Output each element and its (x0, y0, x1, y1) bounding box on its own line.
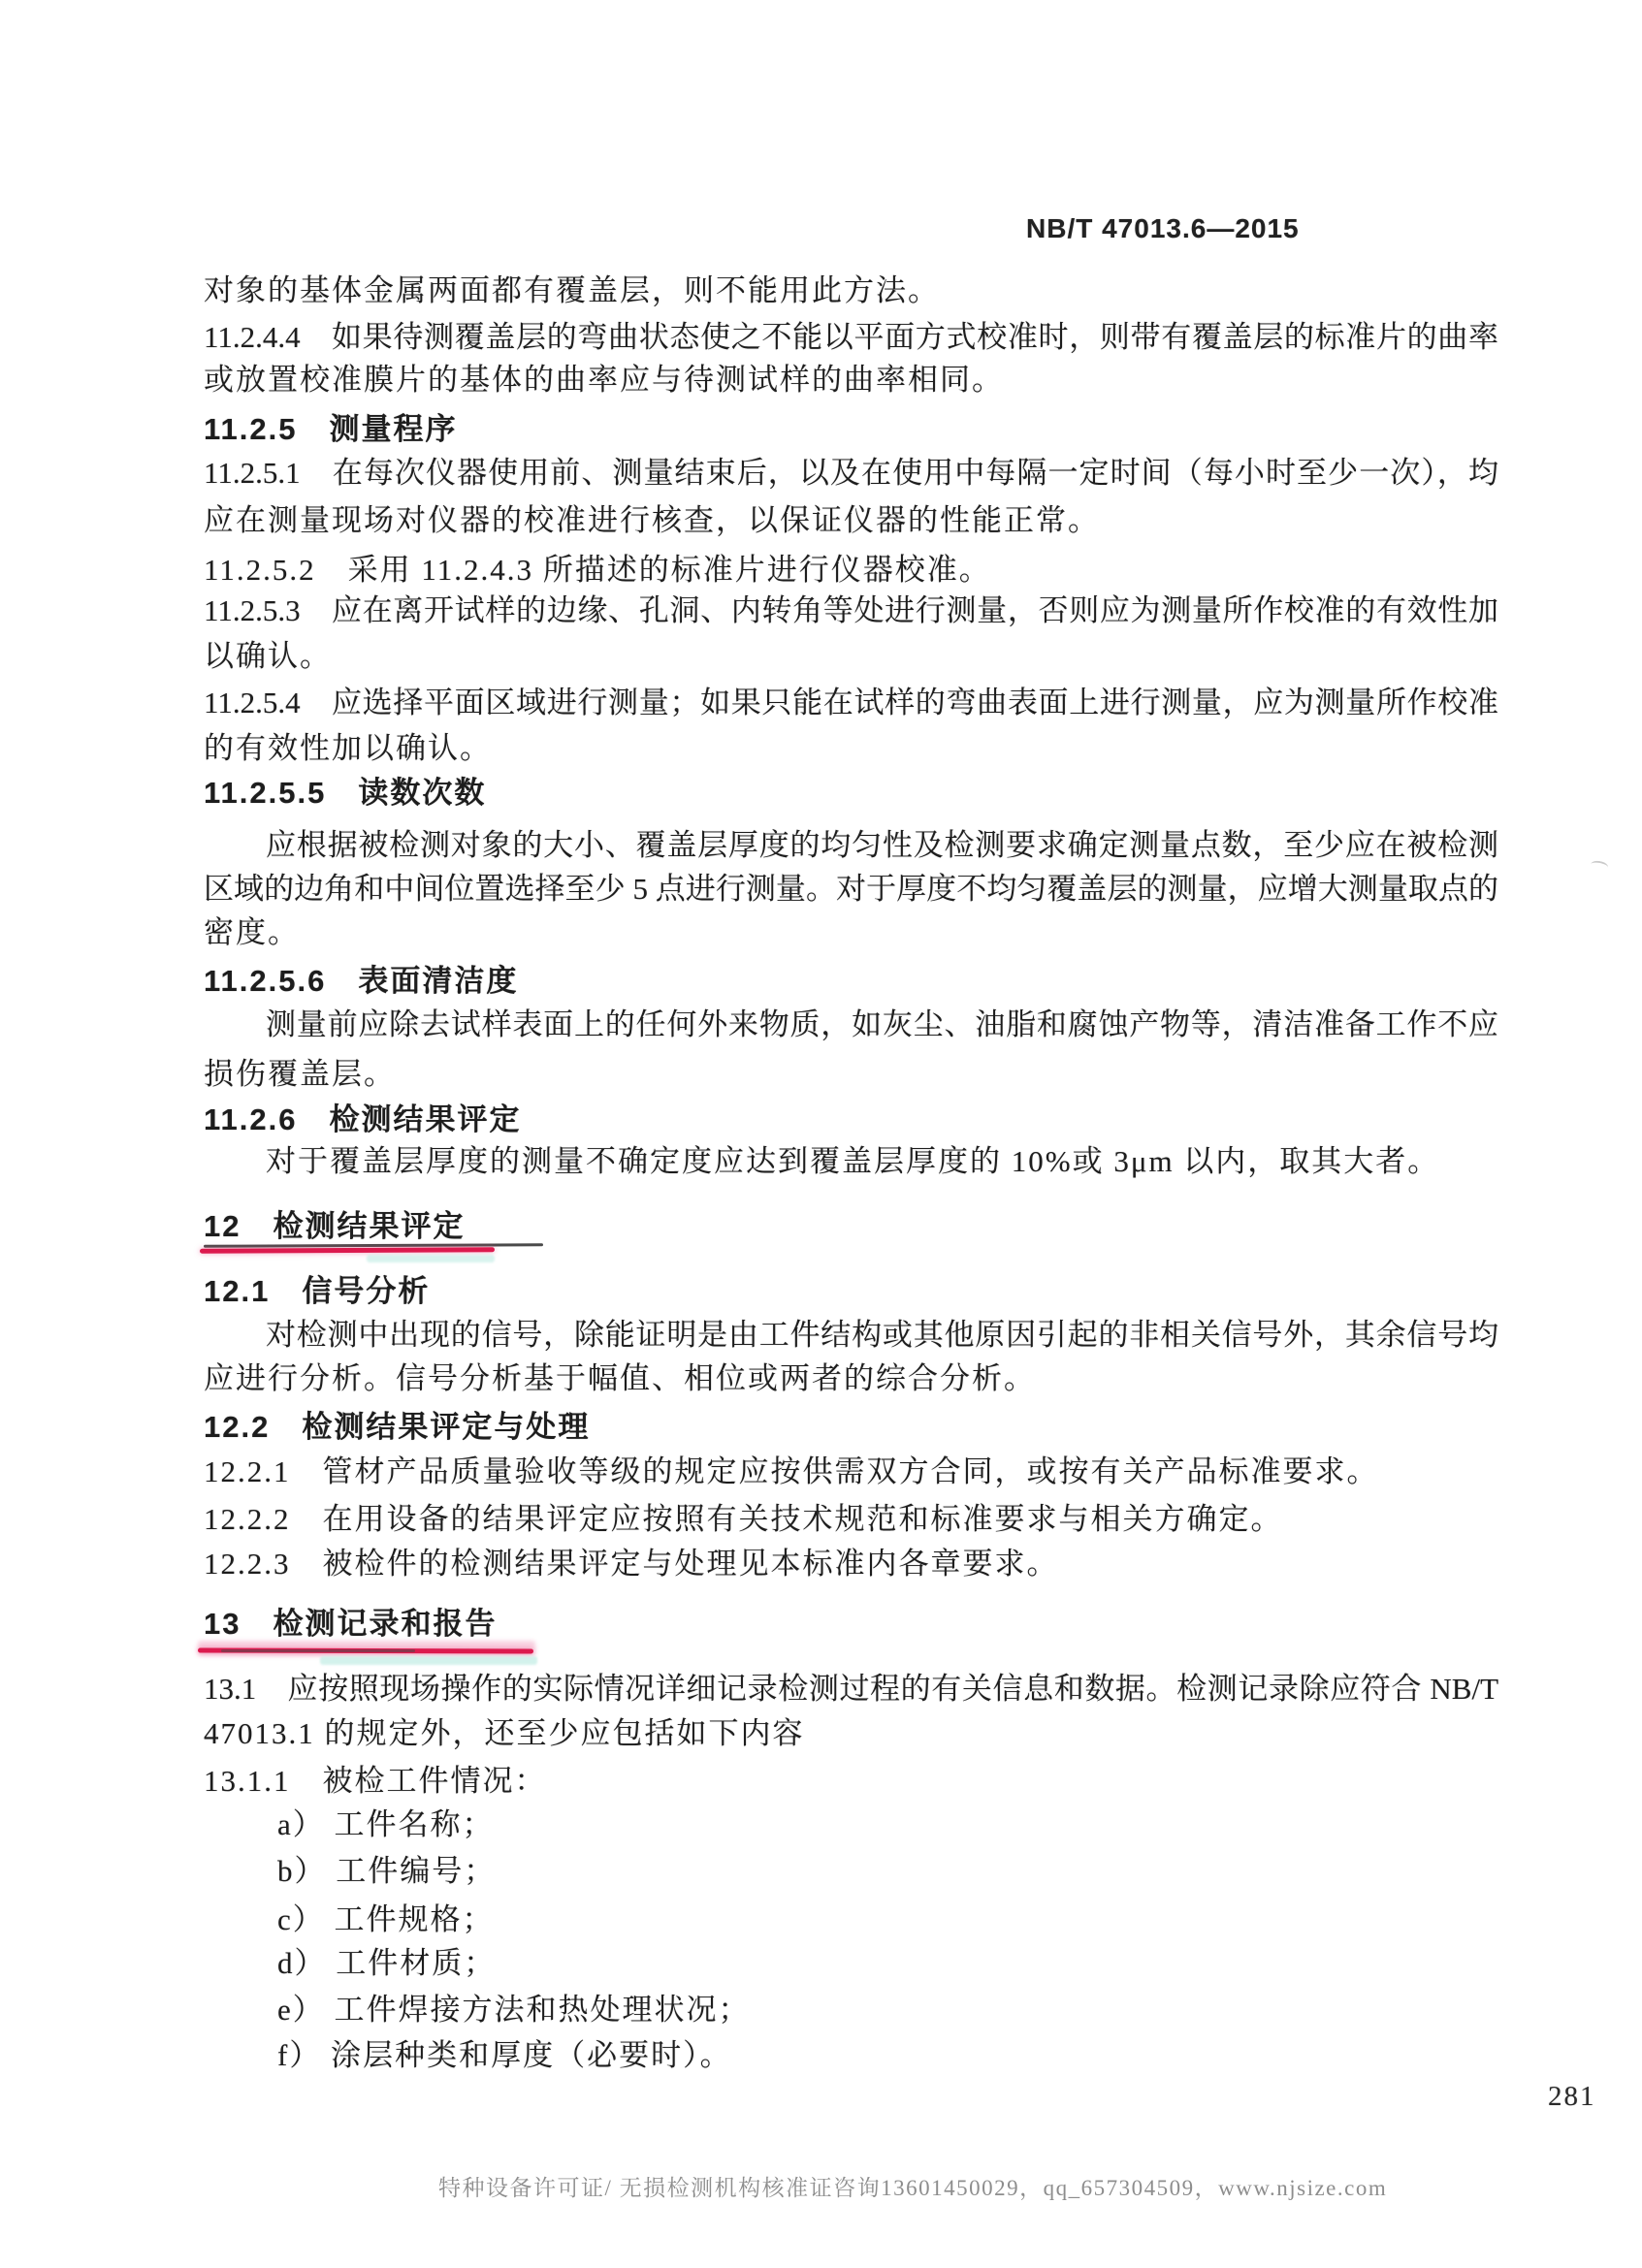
footer-watermark: 特种设备许可证/ 无损检测机构核准证咨询13601450029，qq_657304509，www.njsize.com (438, 2176, 1388, 2200)
text-line: a） 工件名称； (277, 1807, 495, 1841)
text-line: 应进行分析。信号分析基于幅值、相位或两者的综合分析。 (204, 1361, 1036, 1395)
text-line: 11.2.5.2 采用 11.2.4.3 所描述的标准片进行仪器校准。 (204, 553, 991, 587)
text-line: 区域的边角和中间位置选择至少 5 点进行测量。对于厚度不均匀覆盖层的测量，应增大测量取点的 (204, 872, 1498, 906)
text-line: 损伤覆盖层。 (204, 1057, 396, 1091)
text-line: 13.1 应按照现场操作的实际情况详细记录检测过程的有关信息和数据。检测记录除应符合 NB/T (204, 1672, 1498, 1706)
text-line: 11.2.5.5 读数次数 (204, 776, 487, 810)
text-line: 以确认。 (204, 639, 332, 673)
text-line: 对于覆盖层厚度的测量不确定度应达到覆盖层厚度的 10%或 3μm 以内，取其大者。 (266, 1144, 1440, 1178)
text-line: 12.2.1 管材产品质量验收等级的规定应按供需双方合同，或按有关产品标准要求。 (204, 1454, 1379, 1488)
text-line: 12.2 检测结果评定与处理 (204, 1410, 591, 1444)
text-line: e） 工件焊接方法和热处理状况； (277, 1993, 751, 2027)
text-line: 对检测中出现的信号，除能证明是由工件结构或其他原因引起的非相关信号外，其余信号均 (266, 1318, 1498, 1352)
text-line: d） 工件材质； (277, 1946, 497, 1980)
cyan-smudge (367, 1255, 495, 1262)
section-heading: 13 检测记录和报告 (204, 1607, 498, 1641)
pen-stroke-dark (221, 1649, 415, 1652)
text-line: 11.2.4.4 如果待测覆盖层的弯曲状态使之不能以平面方式校准时，则带有覆盖层的标准片的曲率 (204, 320, 1498, 354)
text-line: 的有效性加以确认。 (204, 731, 492, 765)
text-line: 11.2.6 检测结果评定 (204, 1102, 522, 1136)
cyan-smudge (320, 1656, 537, 1665)
text-line: 11.2.5.1 在每次仪器使用前、测量结束后，以及在使用中每隔一定时间（每小时至少一次），均 (204, 456, 1498, 490)
text-line: 12.1 信号分析 (204, 1274, 431, 1308)
text-line: 密度。 (204, 915, 300, 949)
text-line: 47013.1 的规定外，还至少应包括如下内容 (204, 1716, 805, 1750)
standard-number-header: NB/T 47013.6—2015 (1026, 213, 1300, 243)
text-line: 12.2.2 在用设备的结果评定应按照有关技术规范和标准要求与相关方确定。 (204, 1502, 1283, 1536)
text-line: 11.2.5.3 应在离开试样的边缘、孔洞、内转角等处进行测量，否则应为测量所作校准的有效性加 (204, 593, 1498, 627)
text-line: c） 工件规格； (277, 1902, 495, 1936)
text-line: 12.2.3 被检件的检测结果评定与处理见本标准内各章要求。 (204, 1547, 1059, 1581)
text-line: 测量前应除去试样表面上的任何外来物质，如灰尘、油脂和腐蚀产物等，清洁准备工作不应 (266, 1007, 1498, 1041)
text-line: 13.1.1 被检工件情况： (204, 1764, 547, 1798)
text-line: 11.2.5.4 应选择平面区域进行测量；如果只能在试样的弯曲表面上进行测量，应为测量所作校准 (204, 686, 1498, 719)
text-line: 11.2.5.6 表面清洁度 (204, 964, 519, 998)
text-line: 应根据被检测对象的大小、覆盖层厚度的均匀性及检测要求确定测量点数，至少应在被检测 (266, 828, 1498, 862)
text-line: 对象的基体金属两面都有覆盖层，则不能用此方法。 (204, 273, 940, 307)
text-line: f） 涂层种类和厚度（必要时）。 (277, 2038, 732, 2072)
text-line: 应在测量现场对仪器的校准进行核查，以保证仪器的性能正常。 (204, 503, 1100, 537)
text-line: b） 工件编号； (277, 1854, 497, 1888)
text-line: 或放置校准膜片的基体的曲率应与待测试样的曲率相同。 (204, 363, 1004, 397)
page-number: 281 (1548, 2081, 1596, 2112)
section-heading: 12 检测结果评定 (204, 1209, 466, 1243)
text-line: 11.2.5 测量程序 (204, 412, 458, 446)
